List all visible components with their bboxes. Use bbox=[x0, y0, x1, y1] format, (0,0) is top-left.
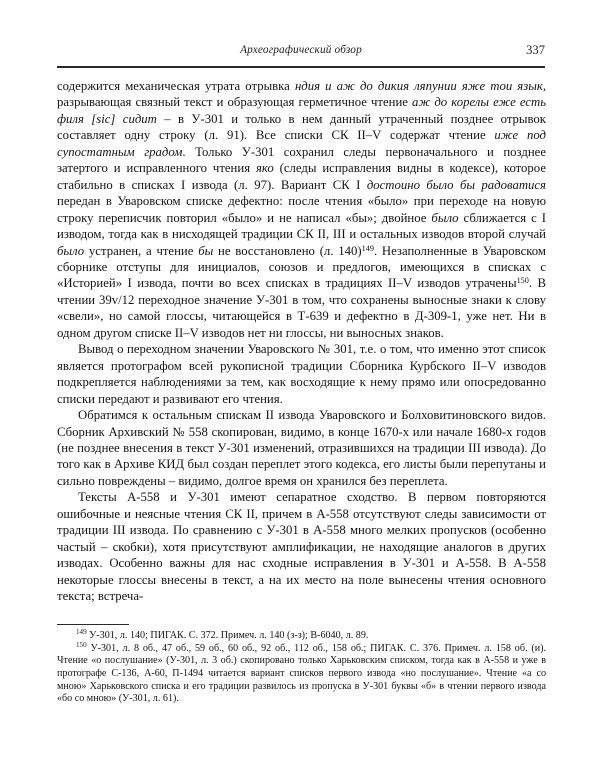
body-text-block bbox=[57, 78, 546, 605]
text-run: . Только У-301 сохранил следы первоначального и позднее затертого и исправленного чтения bbox=[57, 144, 546, 176]
italic-citation: иже под супостатным градом bbox=[57, 128, 546, 159]
text-run: Тексты А-558 и У-301 имеют сепаратное сходство. В первом повторяются ошибочные и неясные чтения СК II, причем в А-558 отсутствуют следы зависимости от традиции III извода. По сравнению с У-301 в А-558 много мелких пропусков (особенно частый – скобки), хотя присутствуют амплификации, не находящие аналогов в других изводах. Особенно важны для нас сходные исправления в У-301 и А-558. В А-558 некоторые глоссы внесены в текст, а на их место на поле вынесены чтения основного текста; встреча- bbox=[57, 490, 546, 604]
footnote-marker-149: 149 bbox=[76, 628, 87, 637]
footnote-text: У-301, л. 8 об., 47 об., 59 об., 60 об., 92 об., 112 об., 158 об.; ПИГАК. С. 376. Примеч. л. 158 об. (и). Чтение «о послушание» (У-301, л. 3 об.) скопировано только Харьковским списком, тогда как в А-558 и уже в протографе С-136, А-60, П-1494 читается вариант списков первого извода «но послушание». Чтение «а со мною» Харьковского списка и его традиции развилось из пропуска в У-301 буквы «б» в чтении первого извода «бо со мною» (У-301, л. 61). bbox=[57, 642, 546, 705]
paragraph-uvarov-losses bbox=[57, 78, 546, 341]
text-run: содержится механическая утрата отрывка bbox=[57, 79, 295, 93]
italic-citation: было bbox=[431, 210, 459, 225]
footnote-150 bbox=[57, 640, 546, 706]
italic-citation: было bbox=[57, 243, 85, 258]
footnote-separator-rule bbox=[57, 624, 129, 625]
paragraph-conclusion-protograph bbox=[57, 341, 546, 407]
italic-citation: аж до корелы еже есть филя [sic] сидит bbox=[57, 95, 546, 126]
text-run: сближается с I изводом, тогда как в нисходящей традиции СК II, III и остальных изводов второй случай bbox=[57, 210, 546, 242]
page-number: 337 bbox=[526, 43, 545, 57]
footnote-reference-149[interactable]: 149 bbox=[361, 243, 374, 253]
text-run: Вывод о переходном значении Уваровского № 301, т.е. о том, что именно этот список является протографом всей рукописной традиции Сборника Курбского II–V изводов подкрепляется наблюдениями за тем, как восходящие к нему прямо или опосредованно списки передают и развивают его чтения. bbox=[57, 342, 546, 406]
text-run: устранен, а чтение bbox=[84, 243, 199, 258]
running-head-title: Археографический обзор bbox=[240, 44, 362, 56]
footnote-text: У-301, л. 140; ПИГАК. С. 372. Примеч. л. 140 (з-з); В-6040, л. 89. bbox=[86, 630, 369, 641]
text-run: – в У-301 и только в нем данный утраченный позднее отрывок составляет одну строку (л. 91). Все списки СК II–V содержат чтение bbox=[57, 111, 546, 143]
text-run: (следы исправления видны в кодексе), которое стабильно в списках I извода (л. 97). Вариант СК I bbox=[57, 161, 546, 192]
italic-citation: ндия и аж до дикия ляпунии яже тои язык bbox=[294, 79, 543, 93]
running-head bbox=[57, 44, 545, 64]
text-run: , разрывающая связный текст и образующая герметичное чтение bbox=[57, 79, 546, 110]
footnote-marker-150: 150 bbox=[76, 640, 87, 649]
footnotes-block bbox=[57, 630, 546, 706]
text-run: . Незаполненные в Уваровском сборнике отступы для инициалов, союзов и предлогов, имеющихся в списках с «Историей» I извода, почти во всех списках в традициях II–V изводов утрачены bbox=[57, 243, 547, 291]
header-rule bbox=[57, 66, 545, 68]
footnote-reference-150[interactable]: 150 bbox=[516, 276, 529, 286]
italic-citation: бы bbox=[198, 243, 214, 258]
italic-citation: достоино было бы радоватися bbox=[366, 177, 546, 192]
text-run: не восстановлено (л. 140) bbox=[213, 243, 362, 258]
italic-citation: яко bbox=[255, 161, 274, 176]
text-run: . В чтении 39v/12 переходное значение У-301 в том, что сохранены выносные знаки к слову «свели», но самой глоссы, читающейся в Т-639 и дефектно в Д-309-1, уже нет. Ни в одном другом списке II–V изводов нет ни глоссы, ни выносных знаков. bbox=[57, 276, 546, 340]
text-run: Обратимся к остальным спискам II извода Уваровского и Болховитиновского видов. Сборник Архивский № 558 скопирован, видимо, в конце 1670-х или начале 1680-х годов (не позднее внесения в текст У-301 изменений, отразившихся на традиции III извода). До того как в Архиве КИД был создан переплет этого кодекса, его листы были перепутаны и сильно повреждены – видимо, долгое время он хранился без переплета. bbox=[57, 408, 546, 488]
text-run: передан в Уваровском списке дефектно: после чтения «было» при переходе на новую строку переписчик повторил «было» и не написал «бы»; двойное bbox=[57, 194, 546, 225]
paragraph-separate-similarity bbox=[57, 489, 546, 604]
footnote-149 bbox=[57, 630, 546, 643]
paragraph-arkhivsky-558 bbox=[57, 407, 546, 489]
